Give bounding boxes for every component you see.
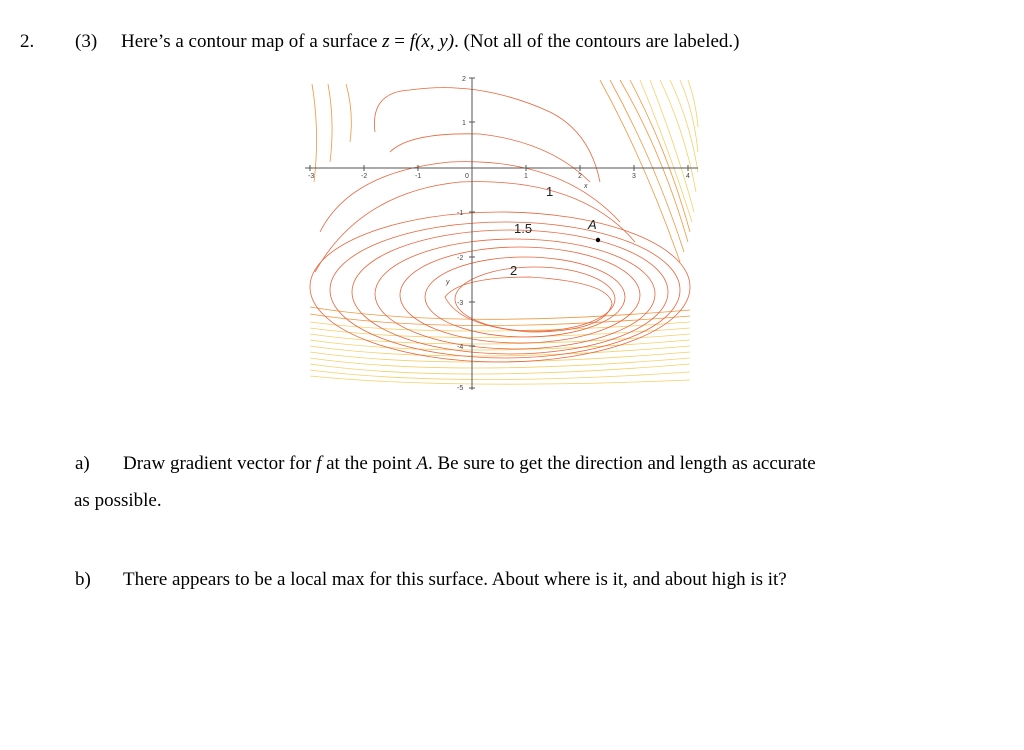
y-tick-label: 2	[462, 76, 466, 83]
x-tick-label: 2	[578, 173, 582, 180]
y-axis-label: y	[446, 279, 450, 286]
intro-f: f	[409, 31, 416, 52]
contour-map	[300, 72, 700, 392]
part-a-text-pre: Draw gradient vector for	[123, 453, 317, 474]
contour-label: 1.5	[514, 221, 533, 236]
x-tick-label: -3	[308, 173, 315, 180]
mid-contours	[310, 80, 690, 326]
contour-label: 1	[546, 184, 554, 199]
part-a-text-mid: at the point	[321, 453, 417, 474]
part-a-f: f	[316, 453, 322, 474]
part-a-continuation: as possible.	[74, 490, 162, 511]
x-tick-label: 3	[632, 173, 636, 180]
intro-equals: =	[389, 31, 410, 52]
problem-points: (3)	[75, 31, 98, 52]
y-tick-label: -5	[457, 385, 464, 392]
x-tick-label: 4	[686, 173, 690, 180]
x-tick-label: 1	[524, 173, 528, 180]
y-tick-label: 1	[462, 120, 466, 127]
contour-label: 2	[510, 263, 518, 278]
part-a-point: A	[416, 453, 428, 474]
y-tick-label: -1	[457, 210, 464, 217]
y-tick-label: -3	[457, 300, 464, 307]
part-a-text	[123, 453, 816, 475]
intro-args: (x, y)	[415, 31, 455, 52]
part-a-label: a)	[75, 453, 90, 474]
x-tick-label: -1	[415, 173, 422, 180]
problem-intro	[121, 31, 740, 53]
point-label: A	[588, 217, 597, 232]
intro-z: z	[382, 31, 390, 52]
x-tick-label: 0	[465, 173, 469, 180]
part-b-text: There appears to be a local max for this surface. About where is it, and about high is it?	[123, 569, 787, 590]
part-b-label: b)	[75, 569, 91, 590]
problem-number: 2.	[20, 31, 35, 52]
part-a-text-post: . Be sure to get the direction and length as accurate	[427, 453, 816, 474]
x-axis-label: x	[584, 183, 588, 190]
outer-contours	[310, 80, 698, 384]
y-tick-label: -4	[457, 344, 464, 351]
intro-text: Here’s a contour map of a surface	[121, 31, 383, 52]
y-tick-label: -2	[457, 255, 464, 262]
intro-note: . (Not all of the contours are labeled.)	[454, 31, 740, 52]
point-a-marker	[596, 238, 600, 242]
x-tick-label: -2	[361, 173, 368, 180]
axes	[305, 78, 698, 390]
